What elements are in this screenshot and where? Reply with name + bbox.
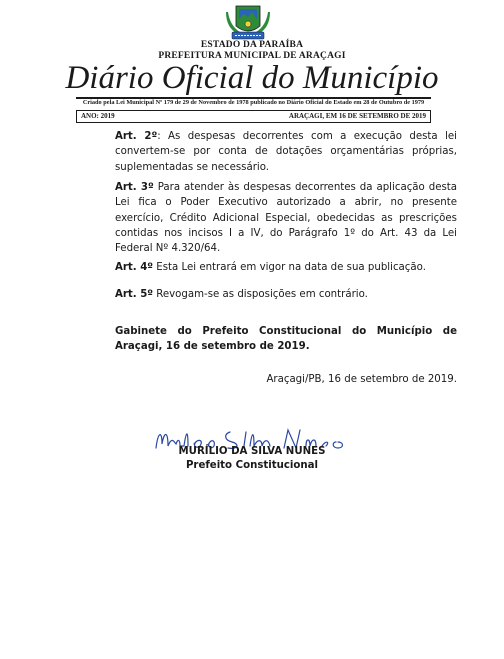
article-5: [115, 287, 457, 302]
article-label: Art. 5º: [115, 289, 154, 300]
edition-year: ANO: 2019: [81, 112, 115, 120]
article-4: [115, 260, 457, 275]
article-label: Art. 3º: [115, 182, 154, 193]
signer-title: Prefeito Constitucional: [185, 460, 319, 471]
gabinete-closing: Gabinete do Prefeito Constitucional do Município de Araçagi, 16 de setembro de 2019.: [115, 326, 457, 353]
municipal-crest-icon: [222, 2, 274, 42]
article-label: Art. 4º: [115, 262, 154, 273]
prefecture-heading: PREFEITURA MUNICIPAL DE ARAÇAGI: [158, 51, 346, 61]
edition-bar: [76, 110, 431, 123]
article-3: [115, 180, 457, 256]
place-date: Araçagi/PB, 16 de setembro de 2019.: [266, 374, 457, 385]
state-heading: ESTADO DA PARAÍBA: [200, 40, 304, 50]
article-text: : As despesas decorrentes com a execução desta lei convertem-se por conta de dotações orçamentárias próprias, suplementadas se necessário.: [115, 131, 457, 173]
article-text: Esta Lei entrará em vigor na data de sua publicação.: [153, 262, 426, 273]
article-text: Revogam-se as disposições em contrário.: [153, 289, 368, 300]
edition-date: ARAÇAGI, EM 16 DE SETEMBRO DE 2019: [288, 112, 426, 120]
creation-note: Criado pela Lei Municipal Nº 179 de 29 de Novembro de 1978 publicado no Diário Oficial do Estado em 28 de Outubro de 1979: [82, 99, 425, 106]
article-label: Art. 2º: [115, 131, 158, 142]
article-2: [115, 129, 457, 175]
article-text: Para atender às despesas decorrentes da aplicação desta Lei fica o Poder Executivo autorizado a abrir, no presente exercício, Crédito Adicional Especial, obedecidas as prescrições contidas nos incisos I a IV, do Parágrafo 1º do Art. 43 da Lei Federal Nº 4.320/64.: [115, 182, 458, 255]
signer-name: MURÍLIO DA SILVA NUNES: [178, 446, 326, 457]
page-title: Diário Oficial do Município: [65, 60, 439, 96]
